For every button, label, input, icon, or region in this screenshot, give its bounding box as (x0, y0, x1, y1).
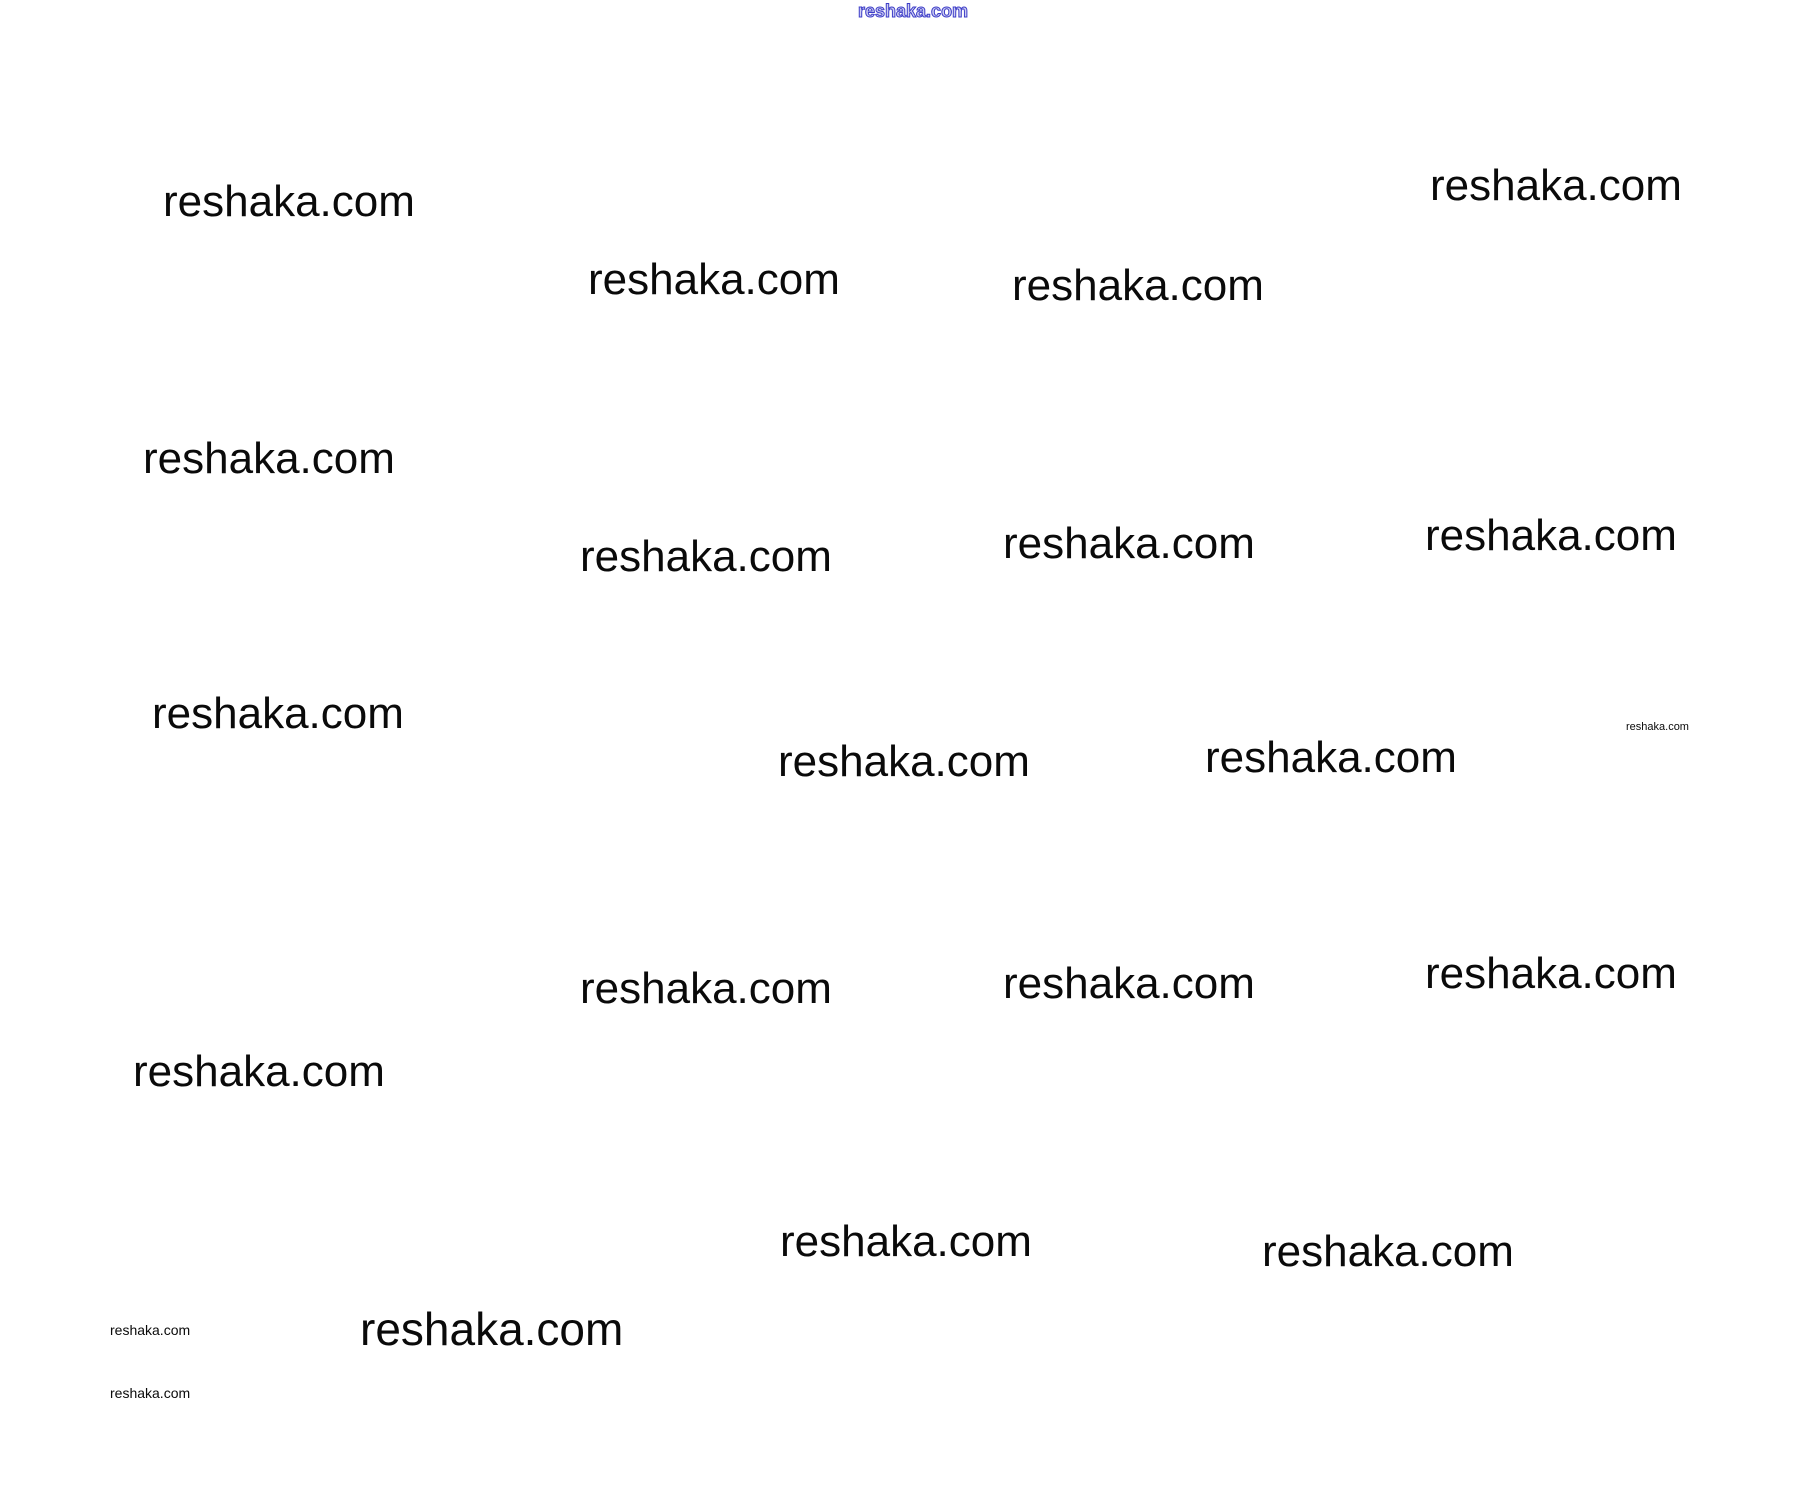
watermark: reshaka.com (1262, 1227, 1514, 1276)
watermark-small: reshaka.com (110, 1385, 191, 1401)
watermark: reshaka.com (588, 255, 840, 304)
watermark-top: reshaka.com (858, 1, 969, 21)
watermark: reshaka.com (580, 532, 832, 581)
watermark: reshaka.com (1430, 161, 1682, 210)
watermark-small: reshaka.com (1626, 721, 1689, 733)
watermark: reshaka.com (778, 737, 1030, 786)
watermark: reshaka.com (1425, 511, 1677, 560)
watermark: reshaka.com (1003, 959, 1255, 1008)
watermark: reshaka.com (1003, 519, 1255, 568)
watermark: reshaka.com (1205, 733, 1457, 782)
watermark: reshaka.com (133, 1047, 385, 1096)
watermark: reshaka.com (152, 689, 404, 738)
watermark: reshaka.com (780, 1217, 1032, 1266)
watermark: reshaka.com (163, 177, 415, 226)
watermark: reshaka.com (1425, 949, 1677, 998)
watermark-small: reshaka.com (110, 1322, 191, 1338)
watermark: reshaka.com (580, 964, 832, 1013)
watermark: reshaka.com (1012, 261, 1264, 310)
watermark: reshaka.com (143, 434, 395, 483)
watermark: reshaka.com (360, 1303, 624, 1355)
